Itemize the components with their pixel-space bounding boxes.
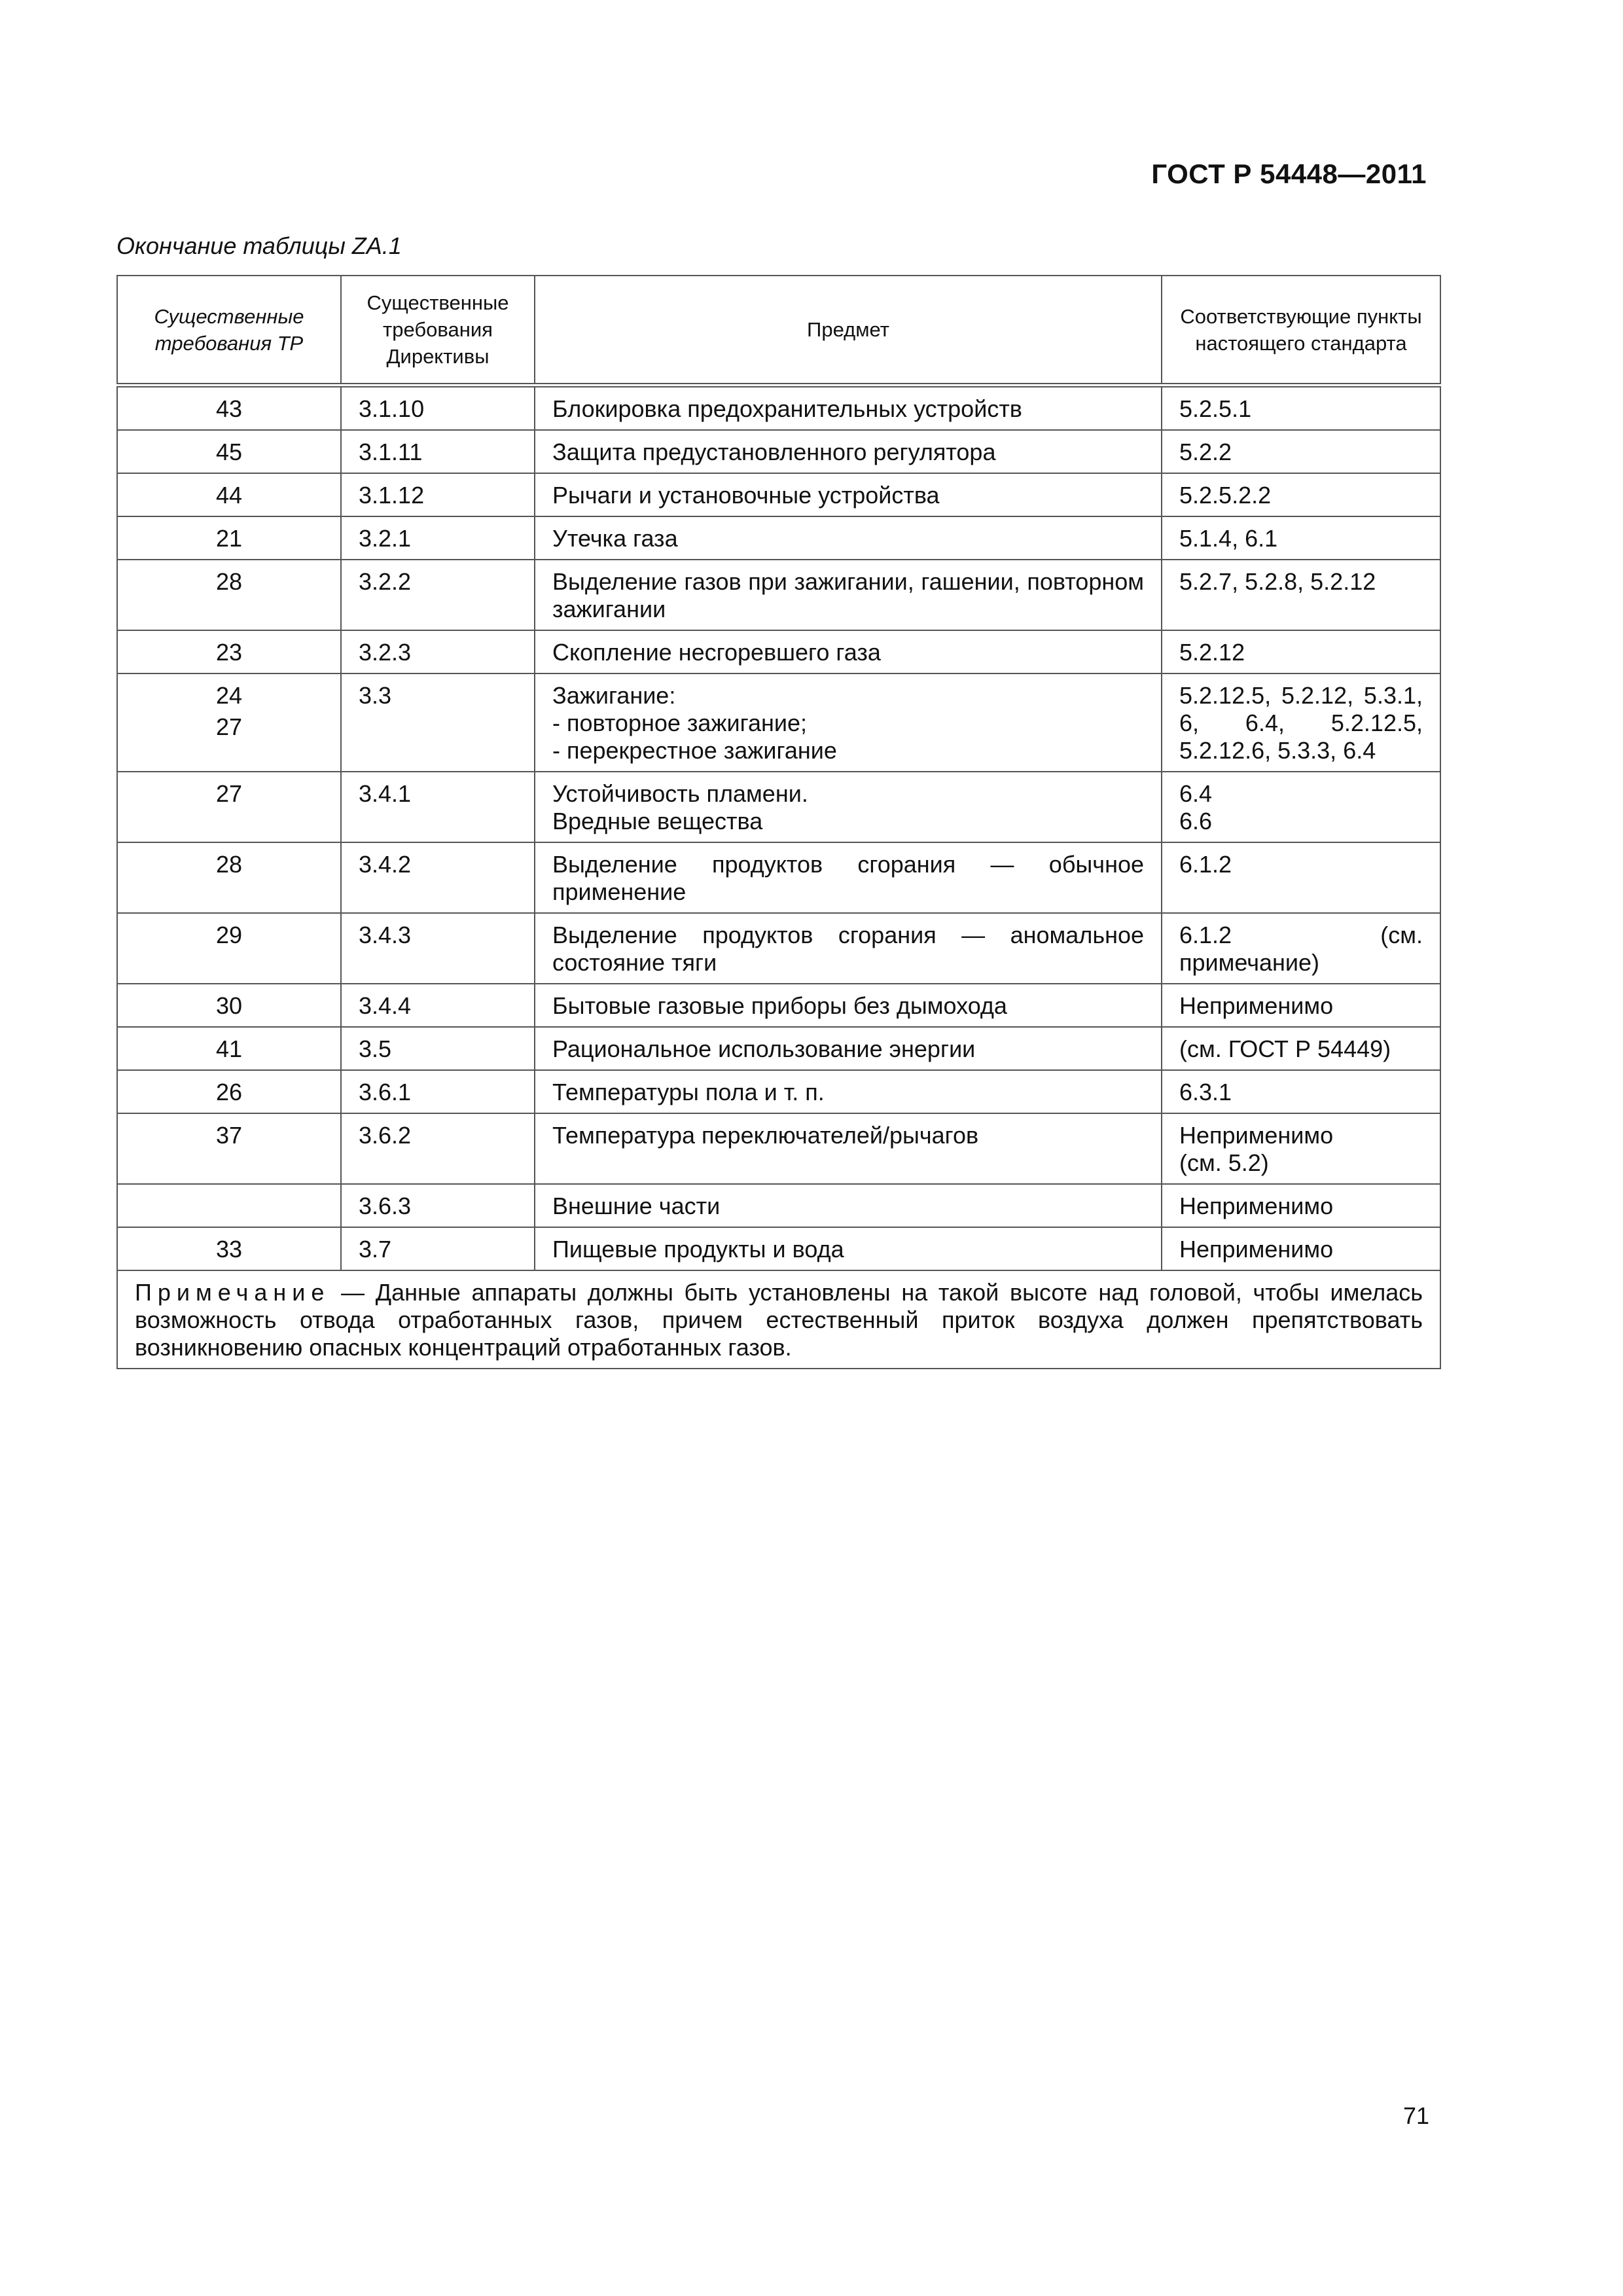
table-row <box>117 1184 1440 1227</box>
cell-directive-requirement: 3.5 <box>341 1027 535 1070</box>
clauses-line: 5.2.5.2.2 <box>1179 482 1272 509</box>
note-text: — Данные аппараты должны быть установлены на такой высоте над головой, чтобы имелась возможность отвода отработанных газов, причем естественный приток воздуха должен препятствовать возникновению опасных концентраций отработанных газов. <box>135 1279 1423 1361</box>
cell-clauses <box>1162 1227 1440 1270</box>
cell-subject <box>535 430 1162 473</box>
subject-line: Блокировка предохранительных устройств <box>552 395 1022 422</box>
clauses-line: Неприменимо <box>1179 1236 1334 1263</box>
cell-tr-requirement <box>117 516 341 560</box>
page-number: 71 <box>1402 2102 1429 2129</box>
tr-requirement-value: 37 <box>215 1122 243 1149</box>
cell-tr-requirement <box>117 1227 341 1270</box>
table-row <box>117 1070 1440 1113</box>
cell-subject <box>535 1027 1162 1070</box>
cell-tr-requirement <box>117 842 341 913</box>
cell-subject <box>535 630 1162 673</box>
cell-tr-requirement <box>117 560 341 630</box>
clauses-line: 5.1.4, 6.1 <box>1179 525 1278 552</box>
cell-directive-requirement: 3.2.3 <box>341 630 535 673</box>
cell-clauses <box>1162 913 1440 984</box>
cell-subject <box>535 1227 1162 1270</box>
requirements-table <box>116 275 1441 1369</box>
tr-requirement-value: 27 <box>215 713 243 740</box>
cell-tr-requirement <box>117 1070 341 1113</box>
tr-requirement-value: 41 <box>215 1035 243 1062</box>
cell-clauses <box>1162 772 1440 842</box>
table-row <box>117 842 1440 913</box>
cell-directive-requirement: 3.1.10 <box>341 386 535 431</box>
table-row <box>117 1227 1440 1270</box>
cell-subject <box>535 473 1162 516</box>
tr-requirement-value: 27 <box>215 780 243 807</box>
cell-directive-requirement: 3.4.3 <box>341 913 535 984</box>
tr-requirement-value: 29 <box>215 922 243 948</box>
cell-tr-requirement <box>117 772 341 842</box>
table-row <box>117 913 1440 984</box>
cell-directive-requirement: 3.6.3 <box>341 1184 535 1227</box>
clauses-line: (см. 5.2) <box>1179 1149 1269 1176</box>
clauses-line: Неприменимо <box>1179 992 1334 1019</box>
column-header-tr: Существенные требования ТР <box>117 276 341 386</box>
cell-subject <box>535 673 1162 772</box>
clauses-line: Неприменимо <box>1179 1193 1334 1219</box>
tr-requirement-value: 23 <box>215 639 243 666</box>
subject-line: Внешние части <box>552 1193 721 1219</box>
subject-line: Рычаги и установочные устройства <box>552 482 940 509</box>
table-row <box>117 1027 1440 1070</box>
cell-tr-requirement <box>117 1113 341 1184</box>
cell-clauses <box>1162 1070 1440 1113</box>
cell-directive-requirement: 3.3 <box>341 673 535 772</box>
cell-directive-requirement: 3.1.12 <box>341 473 535 516</box>
cell-directive-requirement: 3.4.4 <box>341 984 535 1027</box>
tr-requirement-value: 45 <box>215 439 243 465</box>
cell-clauses <box>1162 984 1440 1027</box>
cell-subject <box>535 913 1162 984</box>
subject-line: Рациональное использование энергии <box>552 1035 976 1062</box>
table-caption: Окончание таблицы ZA.1 <box>116 232 402 259</box>
clauses-line: 6.6 <box>1179 808 1213 834</box>
cell-subject <box>535 772 1162 842</box>
cell-tr-requirement <box>117 630 341 673</box>
cell-directive-requirement: 3.7 <box>341 1227 535 1270</box>
clauses-line: 6.3.1 <box>1179 1079 1232 1105</box>
subject-line: Утечка газа <box>552 525 678 552</box>
column-header-clauses: Соответствующие пункты настоящего стандарта <box>1162 276 1440 386</box>
table-row <box>117 630 1440 673</box>
cell-directive-requirement: 3.4.2 <box>341 842 535 913</box>
note-row <box>117 1270 1440 1369</box>
subject-line: Пищевые продукты и вода <box>552 1236 844 1263</box>
clauses-line: 5.2.12 <box>1179 639 1245 666</box>
cell-directive-requirement: 3.4.1 <box>341 772 535 842</box>
tr-requirement-value: 24 <box>215 682 243 709</box>
tr-requirement-value: 21 <box>215 525 243 552</box>
clauses-line: (см. ГОСТ Р 54449) <box>1179 1035 1391 1062</box>
clauses-line: 5.2.5.1 <box>1179 395 1252 422</box>
column-header-directive: Существенные требования Директивы <box>341 276 535 386</box>
cell-clauses <box>1162 842 1440 913</box>
cell-clauses <box>1162 1184 1440 1227</box>
table-row <box>117 430 1440 473</box>
tr-requirement-value: 28 <box>215 851 243 878</box>
note-label: Примечание <box>135 1279 330 1306</box>
tr-requirement-value: 30 <box>215 992 243 1019</box>
clauses-line: 6.1.2 (см. примечание) <box>1179 922 1423 976</box>
cell-tr-requirement <box>117 386 341 431</box>
cell-clauses <box>1162 516 1440 560</box>
subject-line: Устойчивость пламени. <box>552 780 808 807</box>
subject-line: Температура переключателей/рычагов <box>552 1122 979 1149</box>
cell-clauses <box>1162 430 1440 473</box>
table-row <box>117 560 1440 630</box>
cell-clauses <box>1162 386 1440 431</box>
cell-tr-requirement <box>117 430 341 473</box>
cell-tr-requirement <box>117 673 341 772</box>
subject-line: Выделение продуктов сгорания — аномальное состояние тяги <box>552 922 1144 976</box>
document-code: ГОСТ Р 54448—2011 <box>1151 158 1427 189</box>
clauses-line: 5.2.2 <box>1179 439 1232 465</box>
subject-line: Зажигание: <box>552 682 676 709</box>
tr-requirement-value: 33 <box>215 1236 243 1263</box>
subject-line: Выделение газов при зажигании, гашении, повторном зажигании <box>552 568 1144 622</box>
cell-tr-requirement <box>117 1184 341 1227</box>
cell-directive-requirement: 3.2.1 <box>341 516 535 560</box>
cell-clauses <box>1162 473 1440 516</box>
subject-line: Выделение продуктов сгорания — обычное применение <box>552 851 1144 905</box>
tr-requirement-value: 43 <box>215 395 243 422</box>
tr-requirement-value: 26 <box>215 1079 243 1105</box>
clauses-line: 5.2.12.5, 5.2.12, 5.3.1, 6, 6.4, 5.2.12.5, 5.2.12.6, 5.3.3, 6.4 <box>1179 682 1423 764</box>
cell-subject <box>535 1113 1162 1184</box>
table-row <box>117 516 1440 560</box>
table-row <box>117 673 1440 772</box>
cell-directive-requirement: 3.6.2 <box>341 1113 535 1184</box>
cell-subject <box>535 984 1162 1027</box>
clauses-line: 6.1.2 <box>1179 851 1232 878</box>
cell-subject <box>535 842 1162 913</box>
tr-requirement-value: 44 <box>215 482 243 509</box>
table-row <box>117 386 1440 431</box>
clauses-line: Неприменимо <box>1179 1122 1334 1149</box>
tr-requirement-value: 28 <box>215 568 243 595</box>
subject-line: - перекрестное зажигание <box>552 737 837 764</box>
cell-directive-requirement: 3.6.1 <box>341 1070 535 1113</box>
cell-tr-requirement <box>117 1027 341 1070</box>
cell-clauses <box>1162 1027 1440 1070</box>
cell-subject <box>535 1070 1162 1113</box>
cell-clauses <box>1162 630 1440 673</box>
subject-line: Бытовые газовые приборы без дымохода <box>552 992 1007 1019</box>
subject-line: Защита предустановленного регулятора <box>552 439 996 465</box>
table-row <box>117 984 1440 1027</box>
cell-directive-requirement: 3.2.2 <box>341 560 535 630</box>
subject-line: Температуры пола и т. п. <box>552 1079 825 1105</box>
cell-clauses <box>1162 1113 1440 1184</box>
column-header-subject: Предмет <box>535 276 1162 386</box>
cell-subject <box>535 386 1162 431</box>
cell-tr-requirement <box>117 984 341 1027</box>
cell-clauses <box>1162 560 1440 630</box>
table-header-row <box>117 276 1440 386</box>
subject-line: - повторное зажигание; <box>552 709 807 736</box>
table-row <box>117 772 1440 842</box>
cell-tr-requirement <box>117 913 341 984</box>
cell-subject <box>535 516 1162 560</box>
cell-tr-requirement <box>117 473 341 516</box>
subject-line: Вредные вещества <box>552 808 763 834</box>
subject-line: Скопление несгоревшего газа <box>552 639 881 666</box>
cell-clauses <box>1162 673 1440 772</box>
cell-subject <box>535 1184 1162 1227</box>
cell-subject <box>535 560 1162 630</box>
clauses-line: 5.2.7, 5.2.8, 5.2.12 <box>1179 568 1376 595</box>
table-row <box>117 473 1440 516</box>
cell-directive-requirement: 3.1.11 <box>341 430 535 473</box>
table-row <box>117 1113 1440 1184</box>
clauses-line: 6.4 <box>1179 780 1213 807</box>
table-note <box>117 1270 1440 1369</box>
